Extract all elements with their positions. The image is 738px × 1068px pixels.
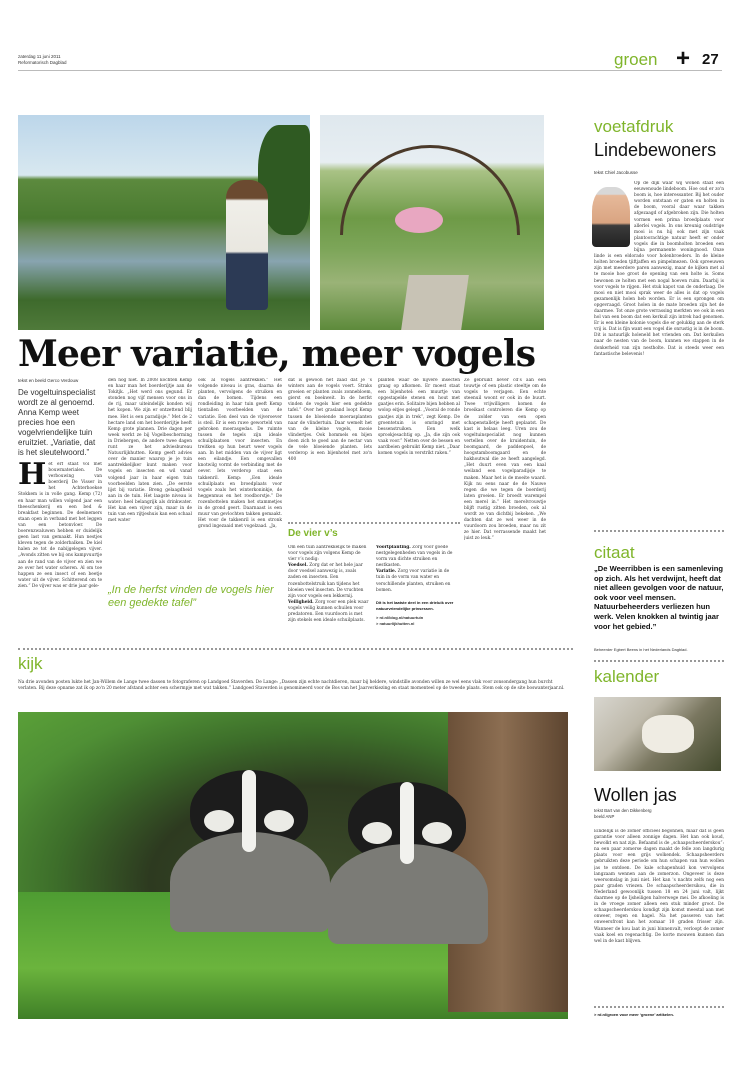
voetafdruk-title: Lindebewoners [594,140,717,160]
box-intro: Om een tuin aantrekkelijk te maken voor vogels zijn volgens Kemp de vier v’s nodig: [288,545,367,563]
plus-icon: + [676,45,691,72]
kalender-divider [594,660,724,662]
paper-name: Reformatorisch Dagblad [18,60,67,65]
kijk-section-title: kijk [18,654,43,673]
pull-quote: „In de herfst vinden de vogels hier een gedekte tafel” [108,584,274,609]
article-byline: tekst en beeld Gerco Verdouw [18,378,79,383]
article-column-4: dat is gewoon het zaad dat je ’s winters aan de vogels voert. Straks groeien er planten zoals zonnebloem, gierst en boekweit. In de herfst vinden de vogels hier een gedekte tafel.” Over het grasland loopt Kemp tussen de bloeiende moerasplanten naar de vlindertuin. Daar wemelt het van de kleine vogels, mooie vlindertjes. Ook hommels en bijen doen zich te goed aan de nectar van de vele bloeiende planten. Iets verderop is een bijenhotel met zo'n 400 [288,378,372,463]
issue-date [18,54,67,66]
page-number: 27 [702,51,719,68]
article-headline: Meer variatie, meer vogels [18,333,536,375]
date-text: zaterdag 11 juni 2011 [18,54,61,59]
box-divider [288,522,460,524]
info-link[interactable]: > rd.nl/blog.nl/natuurtuin [376,615,424,620]
voetafdruk-text: Op de dijk waar wij wonen staat een eeuwenoude lindeboom. Hoe oud er zo'n boom is, hoe interessanter. Bij het ouder worden ontstaan er gaten en holten in de boom, vooral daar waar takken afgezaagd of afgebroken zijn. Die holten vormen een prima broedplaats voor allerlei vogels. In ons kreunig oudstrige mooi is nu hij ook met zijn vaak plantoorachtige natuur heeft er onder vogels die in boomholten broeden een bijna permanente woningnood. Onze linde is een eldorado voor holenbroeders. In de kleine holten broeden tjiftjaffen en pimpelmezen. Ook spreeuwen zijn met meerdere paren aanwezig, maar de kijken met al te mooie hoe groot de opening van een holte is. Soms bewonen ze holten met een nogal hoeven ruim. Daarbij is voor vogels te rijgen. Het stuk kapot van de onderlaag. De mooi en niet mooi sprak weer de alles is dat op vogels gezamenlijk holen heb worden. Er is een sprongen om opgevraagd. Groot holen in de mate broeden zijn het de daarmee. Tot onze grote verrassing merkten we ook in een hol van een boom dat een kerkuil zijn intrek had genomen. Er is een kleine kolonie vogels die er gelukkig aan de sterk vrij is. Dat is fijn want een vogel die onrustig is in de boom. Dit is natuurlijk holeneld het vrienden om. Dat kerkuilen naar de nesten van de boom, kunnen we stappen in de donkerheid van zijn nestholte. Dat is steeds weer een fantastische belevenis! [594,181,724,357]
kijk-caption: Na drie avonden posten lukte het Jan-Willem de Lange twee dassen te fotograferen op Landgoed Staverden. De Lange: „Dassen zijn echte nachtdieren, maar bij heldere, windstille avonden willen ze wel eens vlak voor zonsondergang hun burcht verlaten. Bij deze opname zat ik op zo'n 20 meter afstand achter een schermpje met wat takken.” Landgoed Staverden is genomineerd voor de Bos van het Jaarverkiezing en staat momenteel op de tweede plaats. Stem ook op de site boswanterjaar.nl. [18,680,565,691]
section-title: groen [614,50,658,69]
badger-cheek [362,822,392,844]
article-column-6: Ze gebruikt liever cd’s aan een touwtje of een plastic steeltje om de vogels te verjagen. Een echte steenuil woont er ook in de buurt. Twee vrijwilligers komen de broeikast controleren die Kemp op de zolder van een open schapenstalletje heeft geplaatst. De kast is helaas leeg. Uren zou de vogeltuinspecialist nog kunnen vertellen over de kruidentuin, de boomgaard, de paddenpoel, de hoogstamboomgaard en de hakhoutwal die ze heeft aangelegd. „Het duurt even van een kaal weiland een vogelparadijsje te maken. Maar het is de moeite waard. Kijk nu eens naar de de Nauwe regen die we tegen de boerderij laten groeien. Er broedt warempel een merel in.” Het merelvrouwtje blijft rustig zitten broeden, ook al wordt ze van dichtbij bekeken. „We dachten dat ze wel weer in de vuurdoorn zou broeden, maar nu zit ze hier. Dat verrassende maakt het juist zo leuk.” [464,378,546,542]
box-title: De vier v’s [288,528,338,539]
box-term: Variatie. [376,569,397,575]
box-term: Veiligheid. [288,599,314,605]
article-column-2: den nog niet. In 2008 kochten Kemp en haar man het boerderijtje aan de Tokitjk. „Het werd ons gegund. Er stonden nog vijf mensen voor ons in de rij, maar uiteindelijk konden wij het kopen. We zijn er ontzettend blij mee. Het is een paradijsje.” Met de 2 hectare land om het boerderijtje heeft Kemp grote plannen. Drie dagen per week werkt ze bij Vogelbescherming in Driebergen, de andere twee dagen runt ze het adviesbureau Natuurlijkhutten. Kemp geeft advies over de manier waarop je je tuin aantrekkelijker kunt maken voor vogels en insecten en wil vanaf volgend jaar in haar eigen tuin voorbeelden laten zien. „De eerste lijst bij variatie. Breng gelaagdheid aan in de tuin. Het laagste niveau is water: heel belangrijk als drinkwater. Het kan een vijver zijn, maar in de tuin van een rijtjeshuis kan een schaal met water [108,378,192,524]
article-intro: De vogeltuinspecialist wordt ze al genoemd. Anna Kemp weet precies hoe een vogelvriendelijke tuin eruitziet. „Variatie, dat is het sleutelwoord.” [18,388,96,457]
box-term-text: Zorg dat er het hele jaar door voedsel aanwezig is, zoals zaden en insecten. Een rozenbottelstruik kan tijdens het bloeien veel insecten. De vruchten zijn voor vogels een lekkernij. [288,563,364,599]
voetafdruk-body [594,181,724,511]
box-term-text: Zorg voor goede nestgelegenheden van vogels in de vorm van dichte struiken en nestkasten. [376,545,453,569]
header-divider [18,70,722,71]
flower-shape [395,207,443,233]
citaat-divider [594,530,724,532]
info-box [376,600,458,627]
drop-cap: H [18,462,47,492]
citaat-source: Beheerder Egbert Beens in het Nederlands Dagblad. [594,647,688,652]
badger-cheek [264,810,294,832]
path-shape [401,275,469,330]
sheep-shape [642,715,694,753]
kalender-footer-divider [594,1006,724,1008]
column-text: et erf staat vol met bouwmaterialen. De verbouwing van boerderij De Visser in het Achterhoekse Stokkem is in volle gang. Kemp (72) en haar man willen volgend jaar een theeschenkerij en een bed & breakfast beginnen. De deelnemers staan open in verband met het leggen van een betonvloer. De boerenzwaluwen hebben er duidelijk geen last van gemaakt. Hun nestjes kleven tegen de zolderbalken. De kiel halen ze tot de nabijgelegen vijver. „Avonds zitten we bij ons kampvuurtje aan de rand van de vijver en zien we ze over het water scheren. Al om toe happen ze een insect of een beetje water uit de vijver. Schitterend om te zien.” De vijver was er drie jaar gele- [18,462,102,589]
garden-pond-photo [18,115,310,330]
voetafdruk-byline: tekst Chiel Jacobusse [594,170,638,175]
kalender-title: Wollen jas [594,785,677,805]
kalender-section-title: kalender [594,667,660,686]
citaat-quote: „De Weerribben is een samenleving op zich. Als het verdwijnt, heeft dat niet alleen gevolgen voor de natuur, ook voor veel mensen. Natuurbeheerders verliezen hun werk. Velen knokken al twintig jaar voor het gebied.” [594,564,724,631]
info-text: Dit is het laatste deel in een drieluik over natuurvriendelijke prinsessen. [376,600,454,611]
citaat-section-title: citaat [594,543,635,562]
kijk-divider [18,648,573,650]
info-link[interactable]: > natuurlijkhutten.nl [376,621,415,626]
article-column-3: ook al vogels aantrekken.” Het volgende niveau is gras, daarna de planten, vervolgens de struiken en dan de bomen. Tijdens een rondleiding in haar tuin geeft Kemp tientallen voorbeelden van de variatie. Een deel van de vijveroever is steil. Er is een ruwe geworteld van gebroken moerasgedas. De ruimte tussen de tegels zijn ideale schuilplaatsen voor insecten. En treitken op hun beurt weer vogels aan. In het midden van de vijver ligt een eilandje. Een omgevallen knotwilg vormt de verbinding met de oever. Iets verderop staat een takkenril. Kemp: „Een ideale schuilplaats en broedplaats voor vogels zoals het winterkoninkje, de heggenmus en het roodborstje.” De rozenbottelen maken het stammetjes in de grond geert. Daarnaast is een muur van gevlochten takken gemaakt. Het voor de takkenril is een stronk grond ingezaaid met vogelzaad. „Ja, [198,378,282,530]
badger-cheek [422,822,452,844]
voetafdruk-section-title: voetafdruk [594,117,674,136]
box-term-text: Zorg voor een plek waar vogels veilig kunnen schuilen voor predatoren. Een vuurdoorn is met zijn stekels een ideale schuilplaats. [288,599,369,624]
box-column-2 [376,545,458,595]
box-term-text: Zorg voor variatie in de tuin in de vorm van water en verschillende planten, struiken en bomen. [376,569,451,593]
badger-left [190,770,308,852]
portrait-wrap [594,181,634,251]
woman-figure [226,180,268,310]
box-column-1 [288,545,370,675]
more-articles-link[interactable]: > rd.nl/groen voor meer ‘groene’ artikelen. [594,1012,674,1017]
article-column-1 [18,462,102,670]
kalender-body: Eindelijk is de zomer officieel begonnen, maar dat is geen garantie voor alleen zonnige dagen. Het kan ook koud, bewolkt en nat zijn. Befaamd is de „schaapscheerderskou”: na een paar zomerse dagen maakt de felle zon langdurig plaats voor een grijs wolkendek. Schaapsheerders gebruikten deze periode om hun schapen van hun wollen jas te ontdoen. De kale schapenhuid kon vervolgens langzaam wennen aan de zomerzon. Ongeveer is deze weersomslag in juni niet. Het kan 's nachts zelfs nog een paar graden vriezen. De schaapscheerdersikou, die in Nederland gewoonlijk tussen 18 en 24 juni valt, lijkt daarmee op de Ijsheiligen halverwege mei. De afkoeling is in de vroege zomer alleen een stuk minder groot. De schaapscheerderskou kondigt zijn komst meestal aan met onweer, regen en hagel. Na het passeren van het onweersfront kan het zomaar 10 graden frisser zijn. Wanneer de kou laat in juni binnenvalt, verloopt de zomer vaak koel en regenachtig. De korte mouwen kunnen dan wel in de kast blijven. [594,829,724,944]
garden-arch-photo [320,115,544,330]
article-column-5: planten waar de nijvere insecten graag op afkomen. Er moest staat een bijenhotel: een muurtje van opgestapelde stenen en hout met gaatjes erin. Solitaire bijen hebben al wolop eitjes gelegd. „Vooral de ronde gaatjes zijn in trek”, zegt Kemp. De groentetuin is omringd met bessenstruiken. Een welk sprookjesachtig op. „Ja, die zijn ook vaak voor.” Netten over de bessen en aardbeien gebruikt Kemp niet. „Daar komen vogels in verstrikt raken.” [378,378,460,457]
box-term: Voortplanting. [376,545,411,550]
badger-cheek [204,810,234,832]
kalender-byline: tekst Bart van den Dikkenberg beeld ANP [594,808,652,819]
badger-right [348,782,466,864]
badger-stripe [242,770,256,852]
box-term: Voedsel. [288,563,308,569]
badger-stripe [400,782,414,864]
sheep-shearing-photo [594,697,721,771]
